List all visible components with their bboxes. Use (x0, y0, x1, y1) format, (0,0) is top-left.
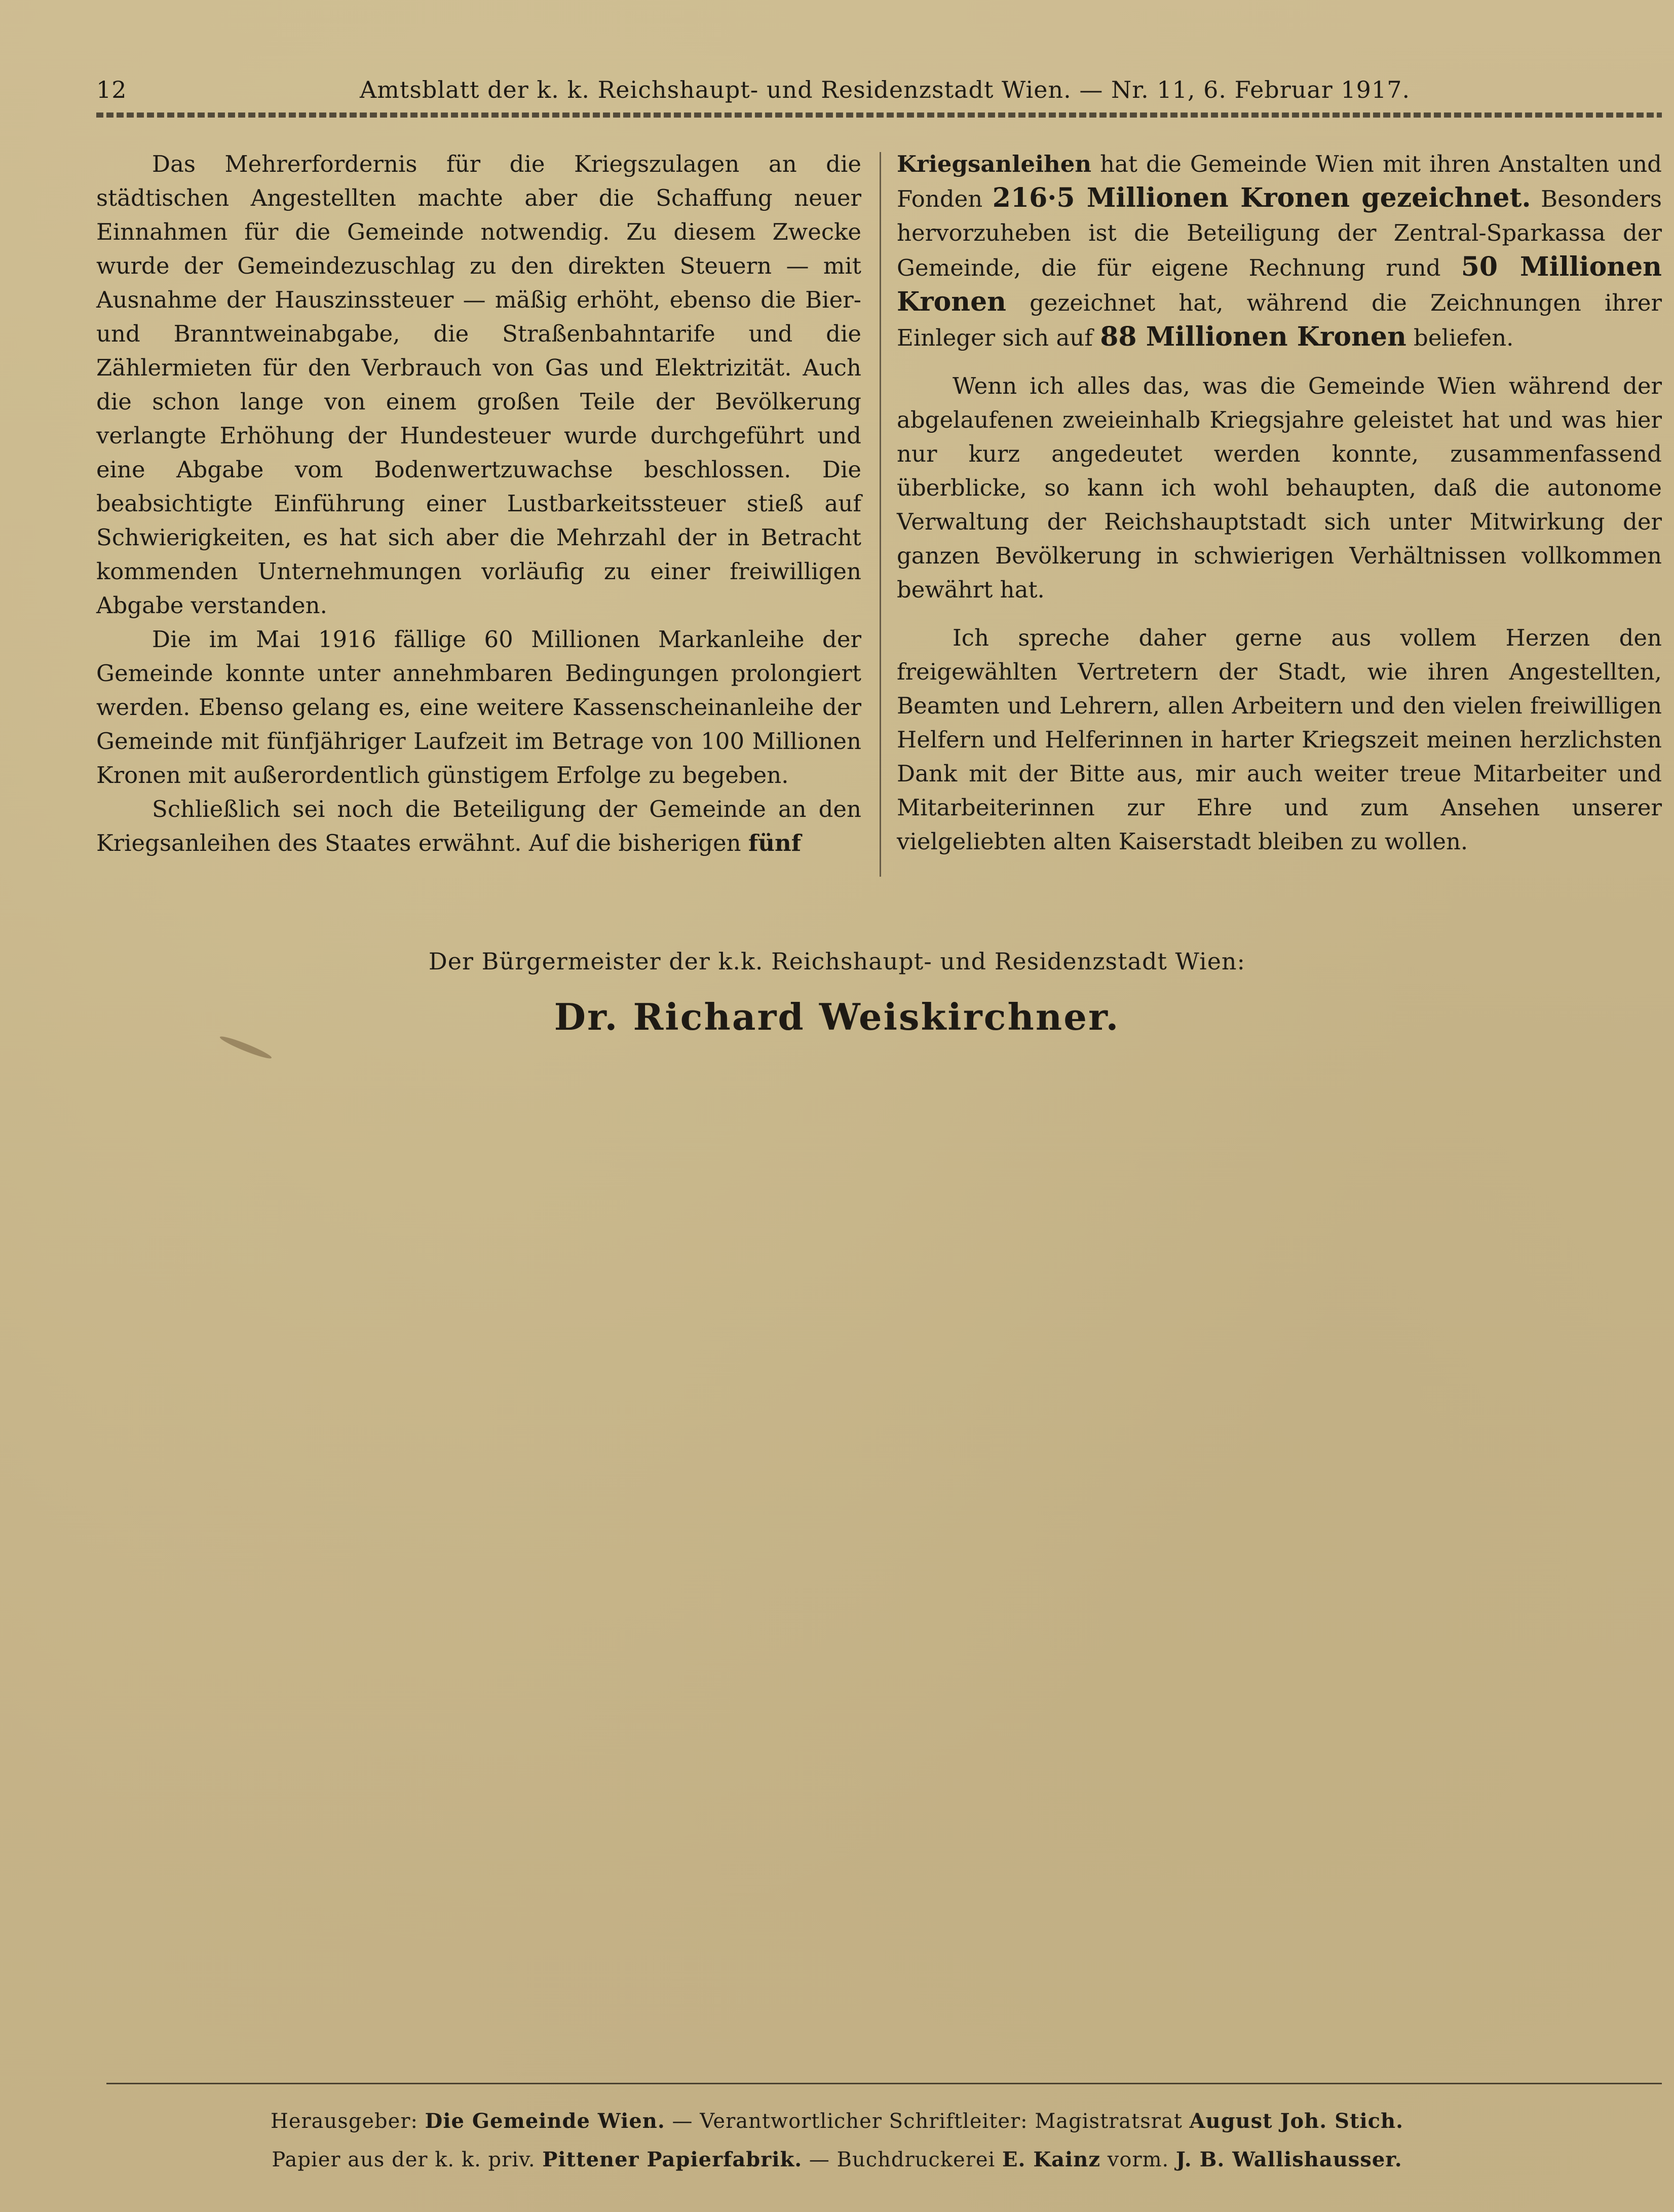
right-p1-bold-2: 216·5 Millionen Kronen gezeichnet. (992, 182, 1531, 213)
page-header (96, 76, 1581, 106)
signature-title: Der Bürgermeister der k.k. Reichshaupt- und Residenzstadt Wien: (428, 948, 1246, 975)
imprint-printer-label: — Buchdruckerei (802, 2148, 1003, 2171)
imprint-publisher: Die Gemeinde Wien. (425, 2109, 665, 2133)
imprint-former-printer: J. B. Wallishausser. (1175, 2148, 1402, 2171)
text-columns (96, 147, 1662, 887)
imprint-publisher-label: Herausgeber: (270, 2110, 425, 2133)
left-paragraph-3 (96, 792, 861, 860)
left-paragraph-2: Die im Mai 1916 fällige 60 Millionen Markanleihe der Gemeinde konnte unter annehmbaren Bedingungen prolongiert werden. Ebenso gelang es, eine weitere Kassenscheinanleihe der Gemeinde mit fünfjähriger Laufzeit im Betrage von 100 Millionen Kronen mit außerordentlich günstigem Erfolge zu begeben. (96, 626, 861, 789)
imprint-editor: August Joh. Stich. (1189, 2109, 1404, 2133)
right-p1-bold-3: 50 Millionen Kronen (897, 251, 1662, 317)
column-divider (880, 152, 881, 877)
imprint-formerly-label: vorm. (1100, 2148, 1176, 2171)
right-p1-text-2: Besonders hervorzuheben ist die Beteiligung der Zentral-Sparkassa der Gemeinde, die für eigene Rechnung rund (897, 185, 1662, 281)
right-paragraph-1 (897, 147, 1662, 355)
right-p1-bold-1: Kriegsanleihen (897, 151, 1092, 177)
right-paragraph-2: Wenn ich alles das, was die Gemeinde Wien während der abgelaufenen zweieinhalb Kriegsjahre geleistet hat und was hier nur kurz angedeutet werden konnte, zusammenfassend überblicke, so kann ich wohl behaupten, daß die autonome Verwaltung der Reichshauptstadt sich unter Mitwirkung der ganzen Bevölkerung in schwierigen Verhältnissen vollkommen bewährt hat. (897, 372, 1662, 603)
right-p1-bold-4: 88 Millionen Kronen (1100, 321, 1406, 352)
signature-block (0, 948, 1674, 1038)
right-paragraph-3: Ich spreche daher gerne aus vollem Herzen den freigewählten Vertretern der Stadt, wie ihren Angestellten, Beamten und Lehrern, allen Arbeitern und den vielen freiwilligen Helfern und Helferinnen in harter Kriegszeit meinen herzlichsten Dank mit der Bitte aus, mir auch weiter treue Mitarbeiter und Mitarbeiterinnen zur Ehre und zum Ansehen unserer vielgeliebten alten Kaiserstadt bleiben zu wollen. (897, 624, 1662, 855)
left-paragraph-1: Das Mehrerfordernis für die Kriegszulagen an die städtischen Angestellten machte aber die Schaffung neuer Einnahmen für die Gemeinde notwendig. Zu diesem Zwecke wurde der Gemeindezuschlag zu den direkten Steuern — mit Ausnahme der Hauszinssteuer — mäßig erhöht, ebenso die Bier- und Branntweinabgabe, die Straßenbahntarife und die Zählermieten für den Verbrauch von Gas und Elektrizität. Auch die schon lange von einem großen Teile der Bevölkerung verlangte Erhöhung der Hundesteuer wurde durchgeführt und eine Abgabe vom Bodenwertzuwachse beschlossen. Die beabsichtigte Einführung einer Lustbarkeitssteuer stieß auf Schwierigkeiten, es hat sich aber die Mehrzahl der in Betracht kommenden Unternehmungen vorläufig zu einer freiwilligen Abgabe verstanden. (96, 151, 861, 619)
masthead: Amtsblatt der k. k. Reichshaupt- und Residenzstadt Wien. — Nr. 11, 6. Februar 1917. (360, 76, 1411, 103)
imprint-footer (0, 2102, 1674, 2179)
left-paragraph-3-text: Schließlich sei noch die Beteiligung der Gemeinde an den Kriegsanleihen des Staates erwähnt. Auf die bisherigen (96, 796, 861, 856)
imprint-paper-mill: Pittener Papierfabrik. (542, 2148, 803, 2171)
right-p1-text-4: beliefen. (1406, 324, 1514, 351)
imprint-paper-label: Papier aus der k. k. priv. (272, 2148, 543, 2171)
imprint-editor-label: — Verantwortlicher Schriftleiter: Magistratsrat (665, 2110, 1190, 2133)
right-p1-text-3: gezeichnet hat, während die Zeichnungen ihrer Einleger sich auf (897, 289, 1662, 351)
right-p1-text-1: hat die Gemeinde Wien mit ihren Anstalten und Fonden (897, 151, 1662, 212)
right-column (897, 147, 1662, 858)
imprint-line-2 (0, 2141, 1674, 2179)
imprint-line-1 (0, 2102, 1674, 2141)
signature-name: Dr. Richard Weiskirchner. (554, 995, 1120, 1038)
left-column (96, 147, 861, 860)
footer-rule (106, 2083, 1662, 2084)
header-rule (96, 113, 1662, 118)
page-number: 12 (96, 76, 127, 103)
imprint-printer: E. Kainz (1002, 2148, 1101, 2171)
left-paragraph-3-bold: fünf (748, 830, 802, 856)
